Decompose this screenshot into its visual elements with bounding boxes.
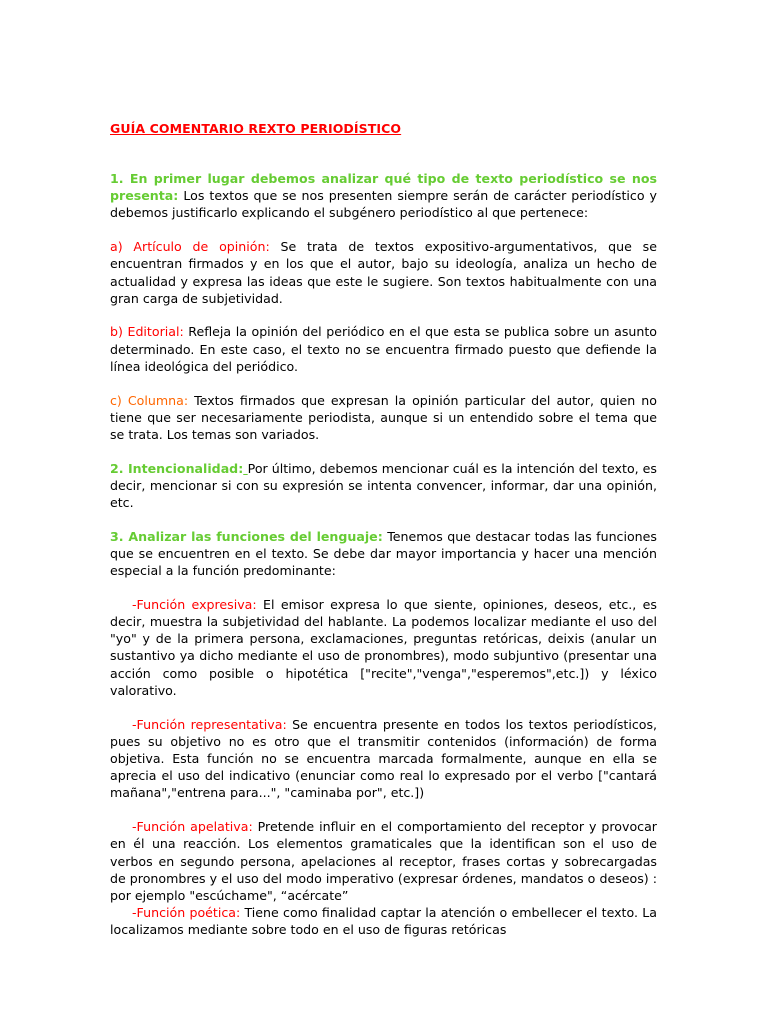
section-column (110, 392, 657, 444)
section-language-functions (110, 528, 657, 580)
poetic-label: -Función poética: (132, 905, 241, 921)
section-opinion-article (110, 238, 657, 307)
point1-text: Los textos que se nos presenten siempre serán de carácter periodístico y debemos justificarlo explicando el subgénero periodístico al que pertenece: (110, 188, 657, 221)
section-text-type (110, 170, 657, 222)
expressive-label: -Función expresiva: (132, 596, 257, 612)
representative-label: -Función representativa: (132, 716, 287, 732)
section-intentionality (110, 460, 657, 512)
section-editorial (110, 323, 657, 375)
expressive-text: El emisor expresa lo que siente, opiniones, deseos, etc., es decir, muestra la subjetividad del hablante. La podemos localizar mediante el uso del "yo" y de la primera persona, exclamaciones, preguntas retóricas, deixis (anular un sustantivo ya dicho mediante el uso de pronombres), modo subjuntivo (presentar una acción como posible o hipotética ["recite","venga","esperemos",etc.]) y léxico valorativo. (110, 596, 657, 698)
section-appellative-function (110, 818, 657, 904)
point2-text: Por último, debemos mencionar cuál es la intención del texto, es decir, mencionar si con su expresión se intenta convencer, informar, dar una opinión, etc. (110, 460, 657, 511)
point3-label: 3. Analizar las funciones del lenguaje: (110, 528, 383, 544)
appellative-text: Pretende influir en el comportamiento del receptor y provocar en él una reacción. Los elementos gramaticales que la identifican son el uso de verbos en segundo persona, apelaciones al receptor, frases cortas y sobrecargadas de pronombres y el uso del modo imperativo (expresar órdenes, mandatos o deseos) : por ejemplo "escúchame", “acércate” (110, 819, 657, 903)
point3-text: Tenemos que destacar todas las funciones que se encuentren en el texto. Se debe dar mayor importancia y hacer una mención especial a la función predominante: (110, 528, 657, 579)
document-title: GUÍA COMENTARIO REXTO PERIODÍSTICO (110, 121, 402, 136)
appellative-label: -Función apelativa: (132, 819, 253, 835)
editorial-text: Refleja la opinión del periódico en el que esta se publica sobre un asunto determinado. En este caso, el texto no se encuentra firmado puesto que defiende la línea ideológica del periódico. (110, 324, 657, 374)
document-body (110, 170, 657, 955)
point1-heading: 1. En primer lugar debemos analizar qué tipo de texto periodístico se nos presenta: (110, 171, 657, 204)
column-label: c) Columna: (110, 392, 189, 408)
opinion-text: Se trata de textos expositivo-argumentativos, que se encuentran firmados y en los que el autor, bajo su ideología, analiza un hecho de actualidad y expresa las ideas que este le sugiere. Son textos habitualmente con una gran carga de subjetividad. (110, 239, 657, 306)
representative-text: Se encuentra presente en todos los textos periodísticos, pues su objetivo no es otro que el transmitir contenidos (información) de forma objetiva. Esta función no se encuentra marcada formalmente, aunque en ella se aprecia el uso del indicativo (enunciar como real lo expresado por el verbo ["cantará mañana","entrena para...", "caminaba por", etc.]) (110, 716, 658, 801)
poetic-text: Tiene como finalidad captar la atención o embellecer el texto. La localizamos mediante sobre todo en el uso de figuras retóricas (110, 905, 657, 938)
section-expressive-function (110, 596, 657, 699)
column-text: Textos firmados que expresan la opinión particular del autor, quien no tiene que ser necesariamente periodista, aunque si un entendido sobre el tema que se trata. Los temas son variados. (110, 392, 657, 442)
opinion-label: a) Artículo de opinión: (110, 239, 270, 255)
editorial-label: b) Editorial: (110, 324, 184, 340)
section-poetic-function (110, 904, 657, 938)
section-representative-function (110, 716, 657, 802)
point2-label: 2. Intencionalidad: (110, 460, 244, 476)
